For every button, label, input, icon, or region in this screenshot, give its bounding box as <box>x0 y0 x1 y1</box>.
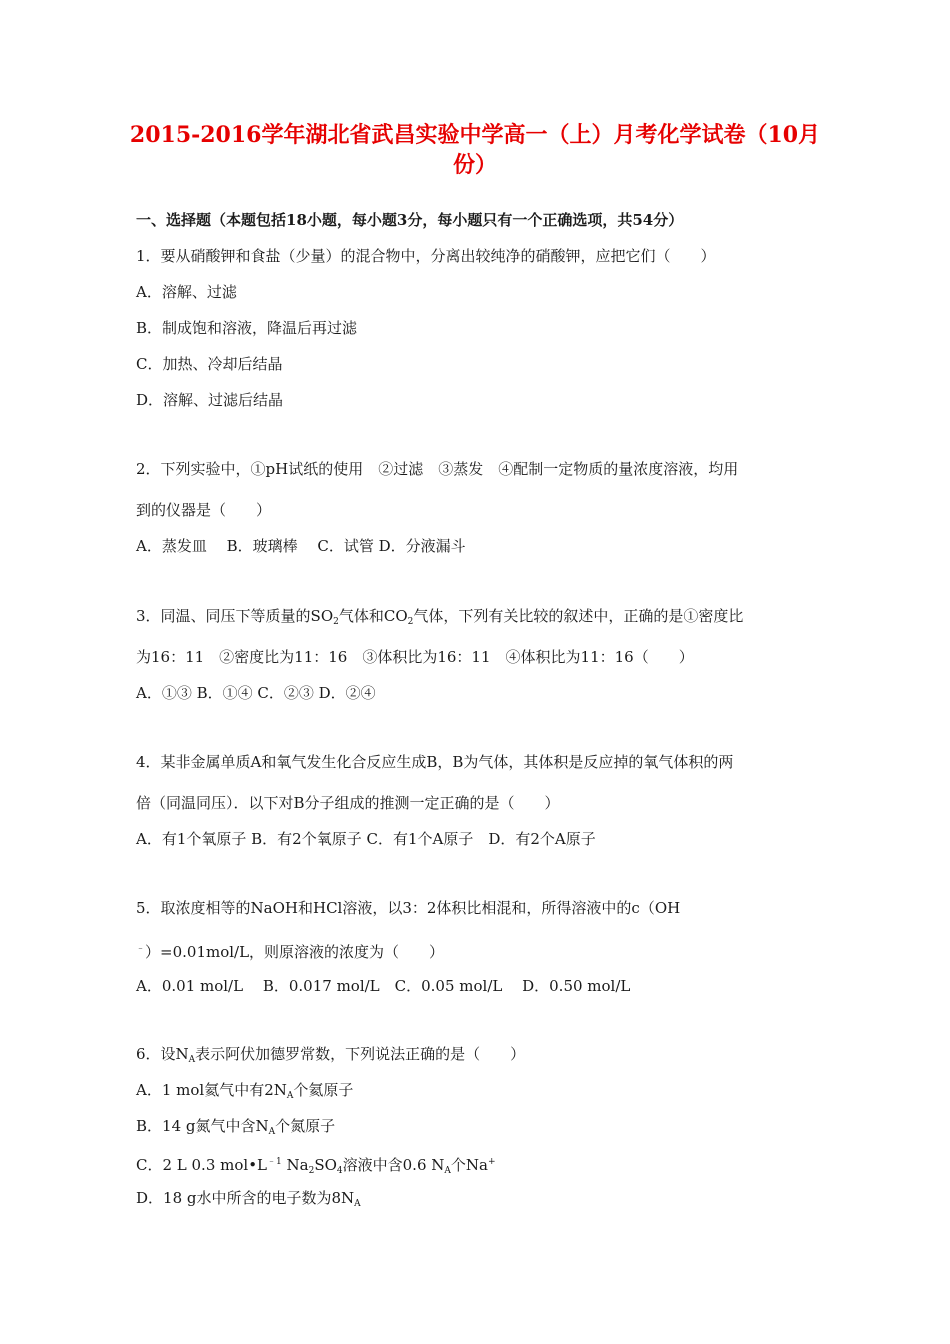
q5-superscript-minus: ﹣ <box>136 944 146 954</box>
question-4-stem-line2: 倍（同温同压）．以下对B分子组成的推测一定正确的是（ ） <box>136 794 560 812</box>
q6c-text-a: C．2 L 0.3 mol•L <box>136 1156 268 1174</box>
q3-text-a: 3．同温、同压下等质量的SO <box>136 607 334 625</box>
q6-subscript: A <box>188 1055 196 1065</box>
question-3-stem-line2: 为16：11 ②密度比为11：16 ③体积比为16：11 ④体积比为11：16（ ） <box>136 648 694 666</box>
q6c-subscript-3: A <box>444 1166 451 1176</box>
q6c-text-d: 溶液中含0.6 N <box>342 1156 445 1174</box>
q6c-subscript-2: 4 <box>336 1166 343 1176</box>
q6c-superscript-2: + <box>487 1157 496 1167</box>
question-4-stem-line1: 4．某非金属单质A和氧气发生化合反应生成B，B为气体，其体积是反应掉的氧气体积的两 <box>136 753 734 771</box>
question-1-option-d: D．溶解、过滤后结晶 <box>136 391 284 409</box>
q3-subscript-1: 2 <box>333 617 339 627</box>
q6d-text-a: D．18 g水中所含的电子数为8N <box>136 1189 355 1207</box>
question-1-stem: 1．要从硝酸钾和食盐（少量）的混合物中，分离出较纯净的硝酸钾，应把它们（ ） <box>136 247 716 265</box>
question-4-options: A．有1个氧原子 B．有2个氧原子 C．有1个A原子 D．有2个A原子 <box>136 830 596 848</box>
question-1-option-c: C．加热、冷却后结晶 <box>136 355 283 373</box>
q6a-text-a: A．1 mol氦气中有2N <box>136 1081 287 1099</box>
q3-text-c: 气体，下列有关比较的叙述中，正确的是①密度比 <box>413 607 744 625</box>
q6c-subscript-1: 2 <box>308 1166 315 1176</box>
q6a-text-b: 个氦原子 <box>293 1081 354 1099</box>
question-5-stem-line1: 5．取浓度相等的NaOH和HCl溶液，以3：2体积比相混和，所得溶液中的c（OH <box>136 899 681 917</box>
question-2-options: A．蒸发皿 B．玻璃棒 C．试管 D．分液漏斗 <box>136 537 466 555</box>
q6-text-b: 表示阿伏加德罗常数，下列说法正确的是（ ） <box>195 1045 526 1063</box>
q3-subscript-2: 2 <box>407 617 414 627</box>
q3-text-b: 气体和CO <box>338 607 408 625</box>
q6c-text-e: 个Na <box>450 1156 488 1174</box>
exam-title-line1: 2015-2016学年湖北省武昌实验中学高一（上）月考化学试卷（10月 <box>129 122 821 148</box>
q6-text-a: 6．设N <box>136 1045 189 1063</box>
q6c-text-b: Na <box>281 1156 309 1174</box>
q6b-subscript: A <box>268 1127 276 1137</box>
question-2-stem-line2: 到的仪器是（ ） <box>136 501 272 519</box>
question-1-option-b: B．制成饱和溶液，降温后再过滤 <box>136 319 358 337</box>
exam-title <box>110 120 840 180</box>
question-1-option-a: A．溶解、过滤 <box>136 283 237 301</box>
q5-text: ）=0.01mol/L，则原溶液的浓度为（ ） <box>145 943 445 961</box>
question-6-option-d <box>136 1188 361 1214</box>
question-6-option-c <box>136 1152 496 1181</box>
question-5-stem-line2 <box>136 939 444 962</box>
question-6-option-a <box>136 1080 353 1106</box>
section-heading: 一、选择题（本题包括18小题，每小题3分，每小题只有一个正确选项，共54分） <box>136 211 684 229</box>
question-3-options: A．①③ B．①④ C．②③ D．②④ <box>136 684 376 702</box>
q6b-text-a: B．14 g氮气中含N <box>136 1117 269 1135</box>
question-2-stem-line1: 2．下列实验中，①pH试纸的使用 ②过滤 ③蒸发 ④配制一定物质的量浓度溶液，均用 <box>136 460 739 478</box>
question-3-stem-line1 <box>136 606 743 632</box>
question-6-stem <box>136 1044 525 1070</box>
exam-title-line2: 份） <box>452 152 497 178</box>
question-6-option-b <box>136 1116 335 1142</box>
q6a-subscript: A <box>286 1091 294 1101</box>
q6c-superscript-1: ﹣1 <box>267 1157 282 1167</box>
q6b-text-b: 个氮原子 <box>275 1117 336 1135</box>
q6c-text-c: SO <box>314 1156 337 1174</box>
question-5-options: A．0.01 mol/L B．0.017 mol/L C．0.05 mol/L D．0.50 mol/L <box>136 977 631 995</box>
q6d-subscript: A <box>354 1199 361 1209</box>
